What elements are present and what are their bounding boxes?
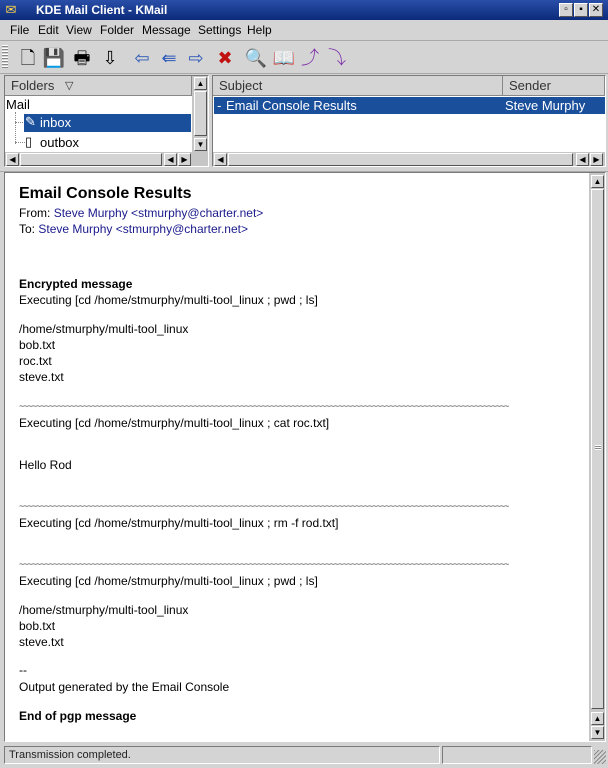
kmail-app-icon[interactable]: ✉ xyxy=(5,2,17,17)
folder-pane xyxy=(4,75,209,167)
separator-line: ~~~~~~~~~~~~~~~~~~~~~~~~~~~~~~~~~~~~~~~~~~~~~~~~~~~~~~~~~~~~~~~~~~~~~~~~~~~~~~~~~~~~~~~~~~~~~~~~~~~~~~~~~~~~~~~~~~~ xyxy=(19,501,509,511)
scroll-up-icon[interactable]: ▲ xyxy=(591,712,604,725)
folder-label: inbox xyxy=(40,115,72,130)
subject-column-header[interactable]: Subject xyxy=(213,76,503,96)
scroll-right-icon[interactable]: ▶ xyxy=(178,153,191,166)
next-icon[interactable]: ⤵ xyxy=(328,48,346,68)
scroll-down-icon[interactable]: ▼ xyxy=(194,138,207,151)
sender-column-header[interactable]: Sender xyxy=(503,76,605,96)
menu-message[interactable]: Message xyxy=(142,23,191,37)
separator-line: ~~~~~~~~~~~~~~~~~~~~~~~~~~~~~~~~~~~~~~~~~~~~~~~~~~~~~~~~~~~~~~~~~~~~~~~~~~~~~~~~~~~~~~~~~~~~~~~~~~~~~~~~~~~~~~~~~~~ xyxy=(19,559,509,569)
menu-settings[interactable]: Settings xyxy=(198,23,242,37)
to-link[interactable]: Steve Murphy <stmurphy@charter.net> xyxy=(38,222,248,236)
body-line: Hello Rod xyxy=(19,458,72,472)
window-title: KDE Mail Client - KMail xyxy=(36,3,168,17)
title-bar xyxy=(0,0,608,20)
from-line xyxy=(19,206,263,220)
body-line: Executing [cd /home/stmurphy/multi-tool_linux ; pwd ; ls] xyxy=(19,293,318,307)
message-subject: Email Console Results xyxy=(19,185,192,202)
folder-label: outbox xyxy=(40,135,80,150)
body-line: steve.txt xyxy=(19,370,64,384)
folder-item-inbox[interactable] xyxy=(24,114,191,132)
body-line: /home/stmurphy/multi-tool_linux xyxy=(19,322,189,336)
to-line xyxy=(19,222,248,236)
reply-all-icon[interactable]: ⇚ xyxy=(161,48,177,68)
folder-root[interactable]: Mail xyxy=(6,97,30,112)
pgp-end-label: End of pgp message xyxy=(19,709,137,723)
scroll-down-icon[interactable]: ▼ xyxy=(591,726,604,739)
delete-icon[interactable]: ✖ xyxy=(217,48,233,68)
message-body-vscroll-thumb[interactable] xyxy=(591,189,604,709)
menu-view[interactable]: View xyxy=(66,23,92,37)
print-icon[interactable]: 🖶 xyxy=(73,48,91,68)
grip-icon xyxy=(595,445,601,450)
to-label: To: xyxy=(19,222,36,236)
body-line: Executing [cd /home/stmurphy/multi-tool_linux ; pwd ; ls] xyxy=(19,574,318,588)
new-message-icon[interactable]: 🗋 xyxy=(20,48,36,68)
signature-dash: -- xyxy=(19,663,27,677)
message-body-pane xyxy=(4,172,606,742)
find-icon[interactable]: 🔍 xyxy=(244,48,268,68)
menu-bar xyxy=(0,20,608,41)
message-list-hscroll-thumb[interactable] xyxy=(228,153,573,166)
body-line: Executing [cd /home/stmurphy/multi-tool_linux ; rm -f rod.txt] xyxy=(19,516,339,530)
body-line: bob.txt xyxy=(19,338,56,352)
scroll-up-icon[interactable]: ▲ xyxy=(194,77,207,90)
folders-header[interactable] xyxy=(5,76,192,96)
scroll-left-icon[interactable]: ◀ xyxy=(6,153,19,166)
status-progress xyxy=(442,746,592,764)
sort-indicator-icon: ▽ xyxy=(65,80,74,92)
close-button[interactable]: ✕ xyxy=(589,3,603,17)
encrypted-label: Encrypted message xyxy=(19,277,133,291)
body-line: steve.txt xyxy=(19,635,64,649)
toolbar-handle[interactable] xyxy=(2,45,8,69)
message-row-subject: Email Console Results xyxy=(226,98,357,113)
outbox-icon: ▯ xyxy=(25,134,33,149)
body-line: Executing [cd /home/stmurphy/multi-tool_linux ; cat roc.txt] xyxy=(19,416,330,430)
check-mail-icon[interactable]: ⇩ xyxy=(102,48,118,68)
minimize-button[interactable]: ▫ xyxy=(559,3,573,17)
folder-hscroll-thumb[interactable] xyxy=(20,153,162,166)
signature-line: Output generated by the Email Console xyxy=(19,680,230,694)
reply-icon[interactable]: ⇦ xyxy=(134,48,150,68)
message-row-sender: Steve Murphy xyxy=(505,98,586,113)
resize-grip-icon[interactable] xyxy=(594,750,606,764)
from-label: From: xyxy=(19,206,51,220)
message-row[interactable] xyxy=(214,97,605,114)
scroll-up-icon[interactable]: ▲ xyxy=(591,175,604,188)
menu-folder[interactable]: Folder xyxy=(100,23,135,37)
status-text: Transmission completed. xyxy=(4,746,440,764)
thread-expander-icon: - xyxy=(217,98,222,113)
inbox-icon: ✎ xyxy=(25,114,36,129)
maximize-button[interactable]: ▪ xyxy=(574,3,588,17)
tree-line xyxy=(15,112,17,144)
toolbar xyxy=(0,41,608,74)
message-list-pane xyxy=(212,75,606,167)
folder-vscroll-thumb[interactable] xyxy=(194,91,207,136)
separator-line: ~~~~~~~~~~~~~~~~~~~~~~~~~~~~~~~~~~~~~~~~~~~~~~~~~~~~~~~~~~~~~~~~~~~~~~~~~~~~~~~~~~~~~~~~~~~~~~~~~~~~~~~~~~~~~~~~~~~ xyxy=(19,401,509,411)
scroll-left-icon[interactable]: ◀ xyxy=(164,153,177,166)
forward-icon[interactable]: ⇨ xyxy=(188,48,204,68)
menu-file[interactable]: File xyxy=(10,23,30,37)
body-line: bob.txt xyxy=(19,619,56,633)
menu-edit[interactable]: Edit xyxy=(38,23,59,37)
status-bar xyxy=(0,744,608,768)
scroll-left-icon[interactable]: ◀ xyxy=(214,153,227,166)
folder-item-outbox[interactable] xyxy=(24,134,191,152)
menu-help[interactable]: Help xyxy=(247,23,272,37)
previous-icon[interactable]: ⤴ xyxy=(301,48,319,68)
scroll-left-icon[interactable]: ◀ xyxy=(576,153,589,166)
scroll-right-icon[interactable]: ▶ xyxy=(590,153,603,166)
save-icon[interactable]: 💾 xyxy=(42,48,66,68)
from-link[interactable]: Steve Murphy <stmurphy@charter.net> xyxy=(53,206,264,220)
address-book-icon[interactable]: 📖 xyxy=(272,48,296,68)
body-line: /home/stmurphy/multi-tool_linux xyxy=(19,603,189,617)
folders-header-label: Folders xyxy=(11,78,55,93)
body-line: roc.txt xyxy=(19,354,52,368)
